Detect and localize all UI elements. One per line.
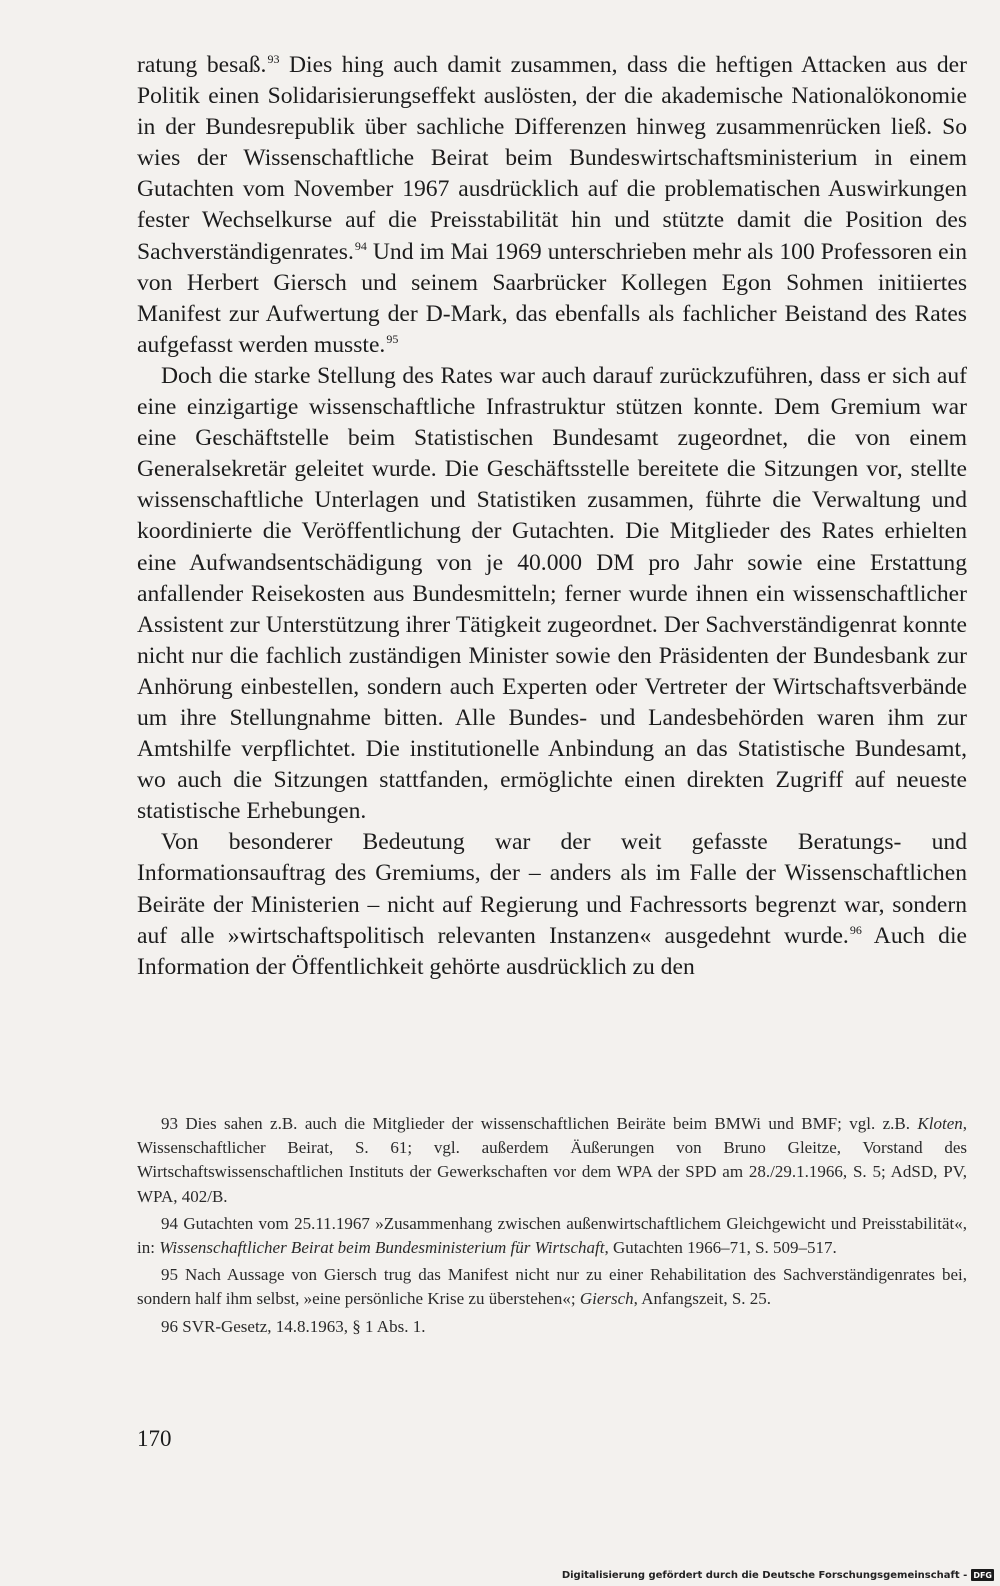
footnote-ref-95[interactable]: 95	[386, 331, 399, 346]
footnote-ref-93[interactable]: 93	[267, 52, 280, 66]
paragraph-1-text-c: Und im Mai 1969 unterschrieben mehr als 100 Professoren ein von Herbert Giersch und seinem Saarbrücker Kollegen Egon Sohmen initiiertes Manifest zur Aufwertung der D-Mark, das ebenfalls als fachlicher Beistand des Rates aufgefasst werden musste.	[137, 238, 967, 358]
footnote-93-author: Kloten	[917, 1114, 963, 1133]
footnote-94-text-a: 94 Gutachten vom 25.11.1967 »Zusammenhang zwischen außenwirtschaftlichem Gleichgewicht und Preisstabilität«, in:	[137, 1213, 967, 1258]
footnote-ref-94[interactable]: 94	[354, 238, 367, 253]
footnote-95-author: Giersch	[579, 1289, 634, 1309]
footnote-94-source: Wissenschaftlicher Beirat beim Bundesministerium für Wirtschaft	[159, 1238, 605, 1258]
main-text	[137, 50, 967, 983]
footnote-96: 96 SVR-Gesetz, 14.8.1963, § 1 Abs. 1.	[161, 1316, 426, 1336]
dfg-banner	[562, 1566, 994, 1584]
paragraph-3	[137, 827, 967, 982]
footnote-95-text-b: , Anfangszeit, S. 25.	[633, 1289, 772, 1309]
page-number: 170	[137, 1426, 172, 1451]
paragraph-1-text-b: Dies hing auch damit zusammen, dass die heftigen Attacken aus der Politik einen Solidarisierungseffekt auslösten, der die akademische Nationalökonomie in der Bundesrepublik über sachliche Differenzen hinweg zusammenrücken ließ. So wies der Wissenschaftliche Beirat beim Bundeswirtschaftsministerium in einem Gutachten vom November 1967 ausdrücklich auf die problematischen Auswirkungen fester Wechselkurse auf die Preisstabilität hin und stützte damit die Position des Sachverständigenrates.	[137, 52, 967, 265]
paragraph-1-text-a: ratung besaß.	[137, 52, 267, 78]
paragraph-1	[137, 50, 967, 361]
dfg-logo-icon: DFG	[973, 1570, 992, 1580]
footnotes	[137, 1112, 967, 1342]
footnote-95	[137, 1263, 967, 1311]
footnote-ref-96[interactable]: 96	[849, 922, 862, 937]
footnote-93-text-b: , Wissenschaftlicher Beirat, S. 61; vgl. außerdem Äußerungen von Bruno Gleitze, Vorstand des Wirtschaftswissenschaftlichen Instituts der Gewerkschaften vor dem WPA der SPD am 28./29.1.1966, S. 5; AdSD, PV, WPA, 402/B.	[137, 1114, 967, 1206]
dfg-banner-text: Digitalisierung gefördert durch die Deutsche Forschungsgemeinschaft -	[561, 1569, 968, 1581]
paragraph-3-text-a: Von besonderer Bedeutung war der weit gefasste Beratungs- und Informationsauftrag des Gremiums, der – anders als im Falle der Wissenschaftlichen Beiräte der Ministerien – nicht auf Regierung und Fachressorts begrenzt war, sondern auf alle »wirtschaftspolitisch relevanten Instanzen« ausgedehnt wurde.	[137, 829, 967, 949]
footnote-93-text-a: 93 Dies sahen z.B. auch die Mitglieder der wissenschaftlichen Beiräte beim BMWi und BMF; vgl. z.B.	[161, 1114, 918, 1133]
footnote-93	[137, 1112, 967, 1209]
footnote-94	[137, 1212, 967, 1260]
paragraph-3-text-b: Auch die Information der Öffentlichkeit gehörte ausdrücklich zu den	[137, 922, 967, 980]
paragraph-2: Doch die starke Stellung des Rates war auch darauf zurückzuführen, dass er sich auf eine einzigartige wissenschaftliche Infrastruktur stützen konnte. Dem Gremium war eine Geschäftstelle beim Statistischen Bundesamt zugeordnet, die von einem Generalsekretär geleitet wurde. Die Geschäftsstelle bereitete die Sitzungen vor, stellte wissenschaftliche Unterlagen und Statistiken zusammen, führte die Verwaltung und koordinierte die Veröffentlichung der Gutachten. Die Mitglieder des Rates erhielten eine Aufwandsentschädigung von je 40.000 DM pro Jahr sowie eine Erstattung anfallender Reisekosten aus Bundesmitteln; ferner wurde ihnen ein wissenschaftlicher Assistent zur Unterstützung ihrer Tätigkeit zugeordnet. Der Sachverständigenrat konnte nicht nur die fachlich zuständigen Minister sowie den Präsidenten der Bundesbank zur Anhörung einbestellen, sondern auch Experten oder Vertreter der Wirtschaftsverbände um ihre Stellungnahme bitten. Alle Bundes- und Landesbehörden waren ihm zur Amtshilfe verpflichtet. Die institutionelle Anbindung an das Statistische Bundesamt, wo auch die Sitzungen stattfanden, ermöglichte einen direkten Zugriff auf neueste statistische Erhebungen.	[137, 362, 967, 825]
footnote-95-text-a: 95 Nach Aussage von Giersch trug das Manifest nicht nur zu einer Rehabilitation des Sachverständigenrates bei, sondern half ihm selbst, »eine persönliche Krise zu überstehen«;	[137, 1265, 967, 1309]
footnote-94-text-b: , Gutachten 1966–71, S. 509–517.	[604, 1238, 837, 1258]
